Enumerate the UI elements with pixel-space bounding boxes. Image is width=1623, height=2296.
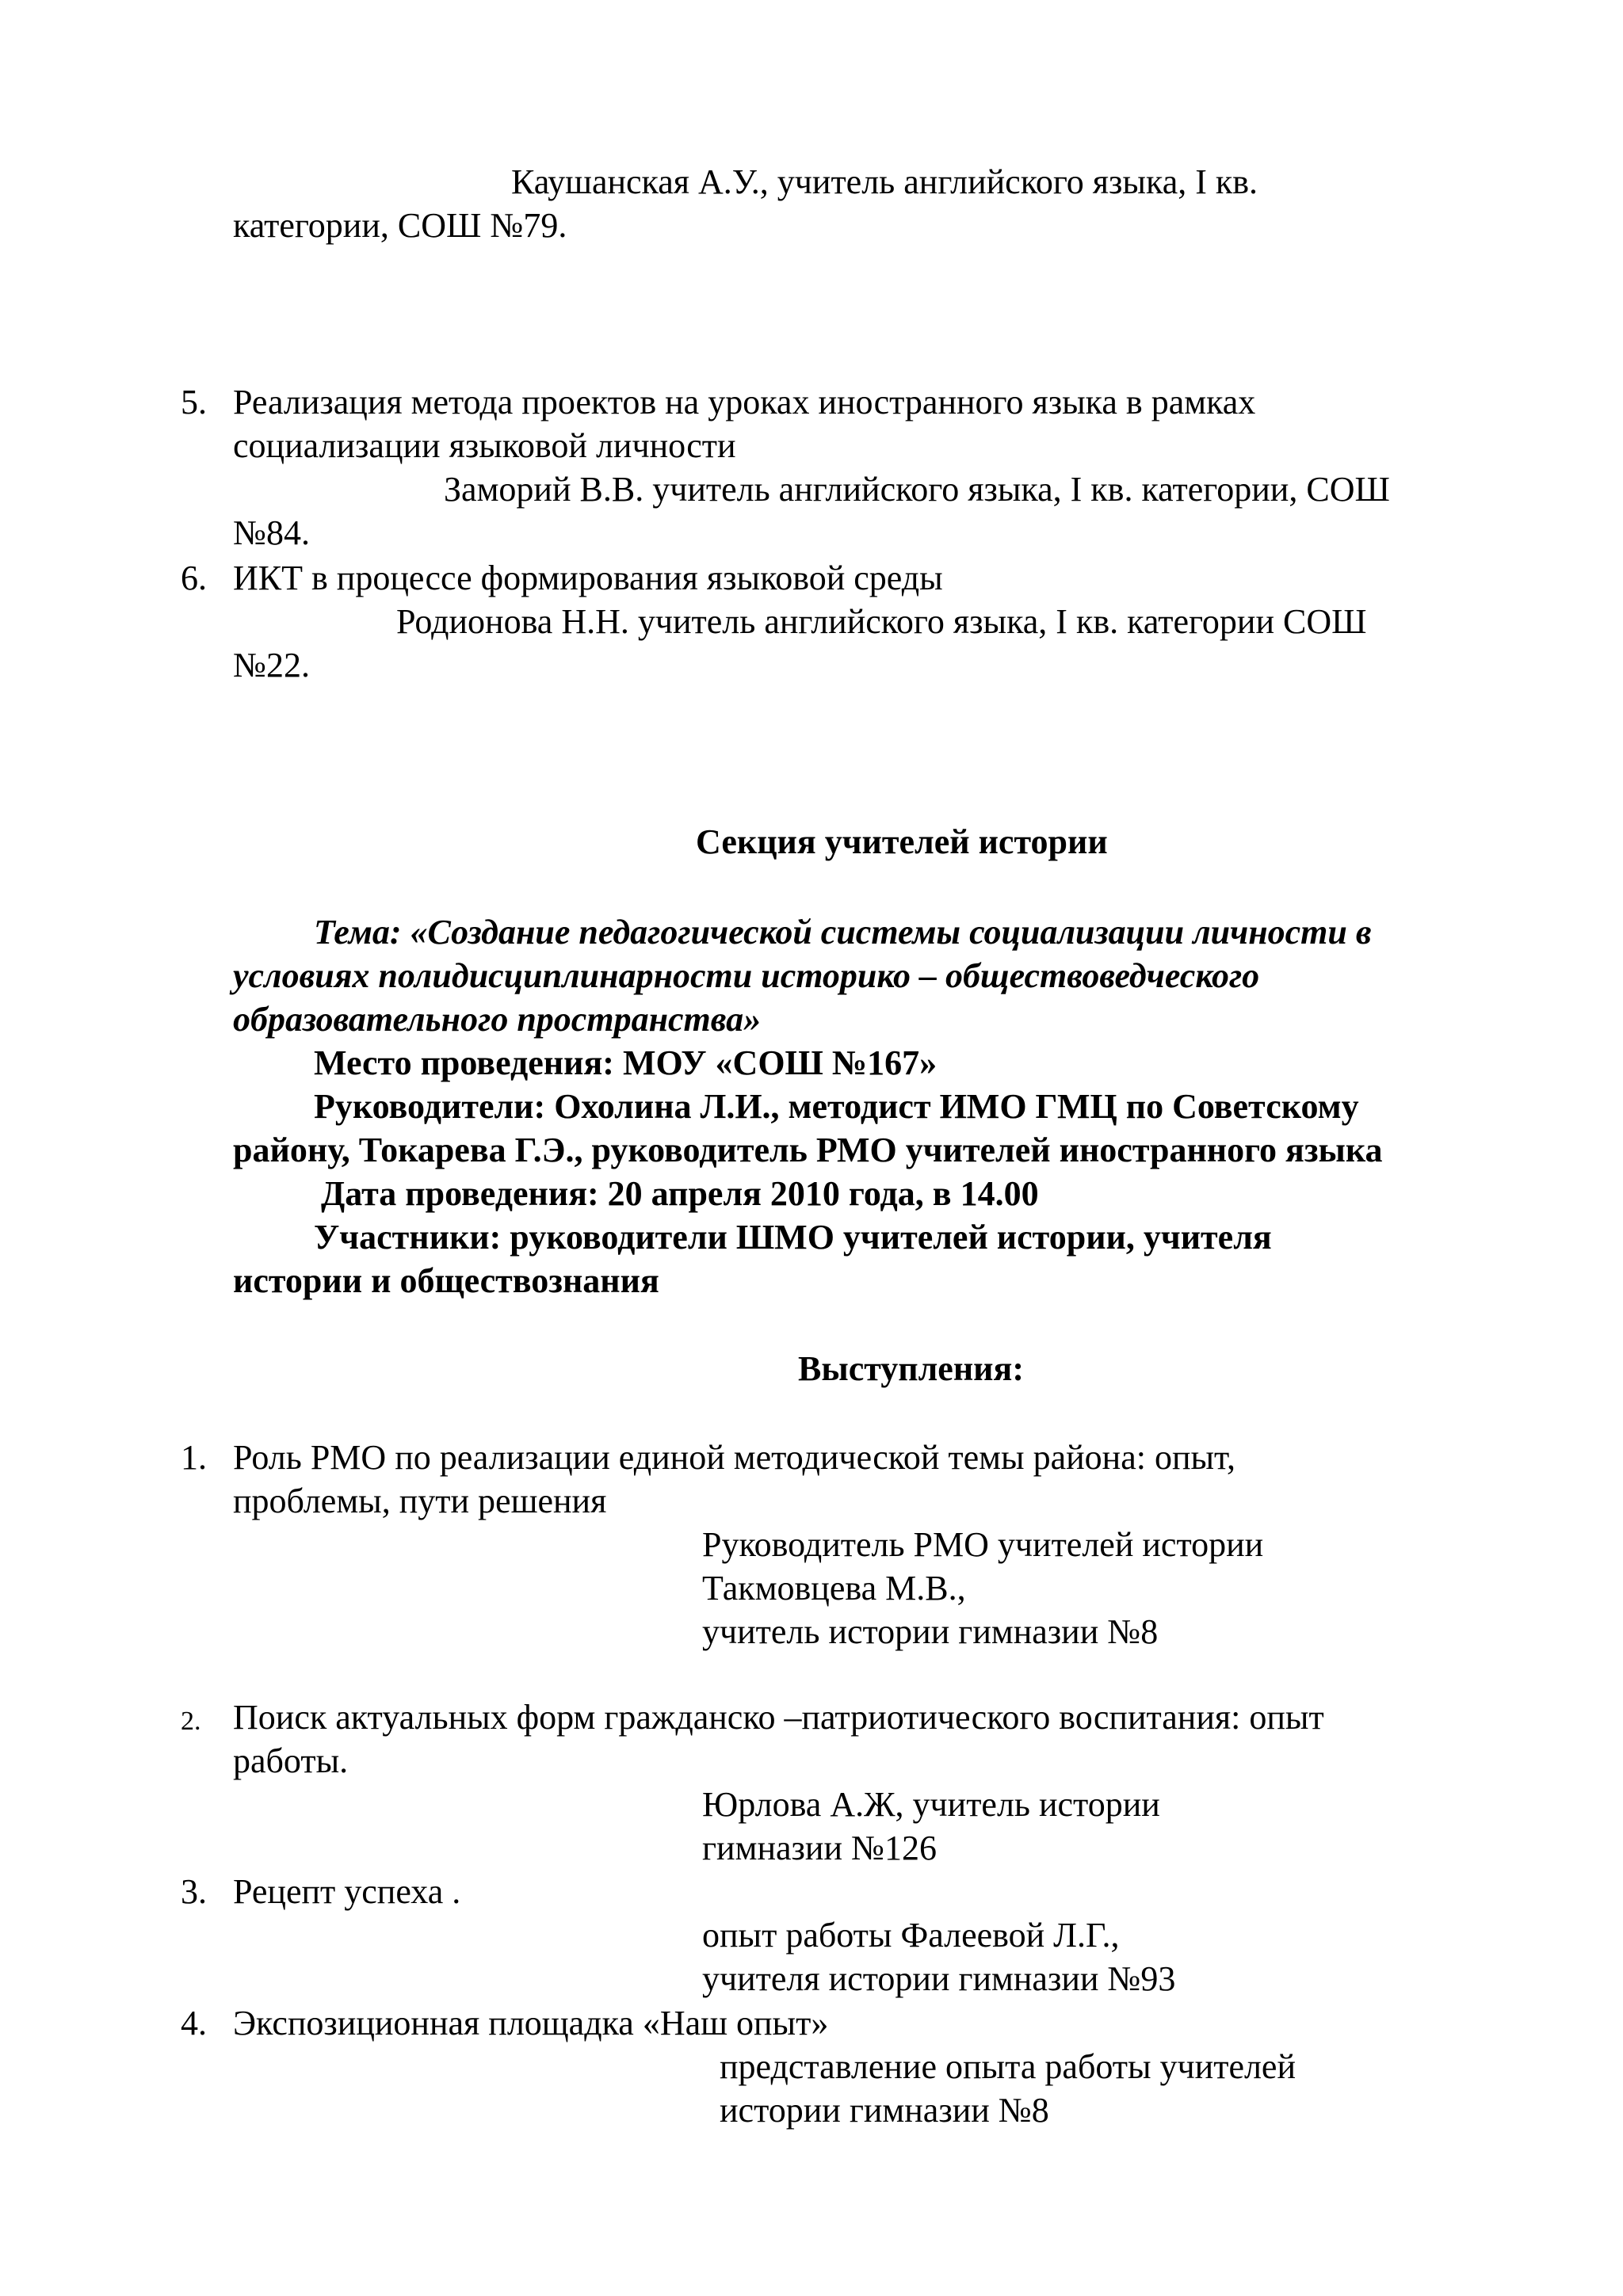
talk-title-line: работы. (233, 1741, 349, 1780)
list-item-number: 6. (181, 559, 207, 597)
participants-line: истории и обществознания (233, 1261, 659, 1300)
talk-speaker-line: учитель истории гимназии №8 (702, 1612, 1159, 1651)
talk-title-line: Экспозиционная площадка «Наш опыт» (233, 2004, 829, 2042)
theme-line: образовательного пространства» (233, 1000, 762, 1039)
list-item-title-line: ИКТ в процессе формирования языковой среды (233, 559, 943, 597)
list-item-speaker-line: Родионова Н.Н. учитель английского языка, I кв. категории СОШ (396, 602, 1367, 641)
talk-speaker-line: Такмовцева М.В., (702, 1569, 966, 1608)
section-heading: Секция учителей истории (696, 822, 1108, 861)
top-speaker-line-1: Каушанская А.У., учитель английского языка, I кв. (511, 162, 1258, 201)
talk-number: 1. (181, 1438, 207, 1477)
leaders-line: Руководители: Охолина Л.И., методист ИМО ГМЦ по Советскому (314, 1087, 1359, 1126)
talk-title-line: Рецепт успеха . (233, 1872, 461, 1911)
top-speaker-line-2: категории, СОШ №79. (233, 206, 567, 245)
theme-line: условиях полидисциплинарности историко – обществоведческого (233, 956, 1260, 995)
talk-title-line: Поиск актуальных форм гражданско –патриотического воспитания: опыт (233, 1698, 1324, 1737)
leaders-line: району, Токарева Г.Э., руководитель РМО учителей иностранного языка (233, 1131, 1383, 1169)
list-item-number: 5. (181, 383, 207, 421)
theme-line: Тема: «Создание педагогической системы социализации личности в (314, 913, 1372, 952)
talk-number: 4. (181, 2004, 207, 2042)
list-item-speaker-line: №84. (233, 513, 310, 552)
talk-number: 2. (181, 1707, 201, 1736)
list-item-speaker-line: Заморий В.В. учитель английского языка, I кв. категории, СОШ (444, 470, 1390, 509)
list-item-title-line: социализации языковой личности (233, 426, 736, 465)
meeting-place: Место проведения: МОУ «СОШ №167» (314, 1043, 938, 1082)
talk-speaker-line: опыт работы Фалеевой Л.Г., (702, 1916, 1120, 1955)
talk-title-line: Роль РМО по реализации единой методической темы района: опыт, (233, 1438, 1235, 1477)
talk-speaker-line: Юрлова А.Ж, учитель истории (702, 1785, 1160, 1824)
talk-speaker-line: гимназии №126 (702, 1829, 937, 1867)
list-item-speaker-line: №22. (233, 646, 310, 685)
talk-title-line: проблемы, пути решения (233, 1482, 607, 1520)
talk-speaker-line: Руководитель РМО учителей истории (702, 1525, 1264, 1564)
talk-speaker-line: представление опыта работы учителей (720, 2047, 1296, 2086)
talk-speaker-line: учителя истории гимназии №93 (702, 1959, 1176, 1998)
meeting-date: Дата проведения: 20 апреля 2010 года, в 14.00 (321, 1174, 1039, 1213)
participants-line: Участники: руководители ШМО учителей истории, учителя (314, 1218, 1272, 1257)
list-item-title-line: Реализация метода проектов на уроках иностранного языка в рамках (233, 383, 1256, 421)
talk-speaker-line: истории гимназии №8 (720, 2091, 1049, 2130)
talk-number: 3. (181, 1872, 207, 1911)
talks-heading: Выступления: (798, 1349, 1024, 1388)
